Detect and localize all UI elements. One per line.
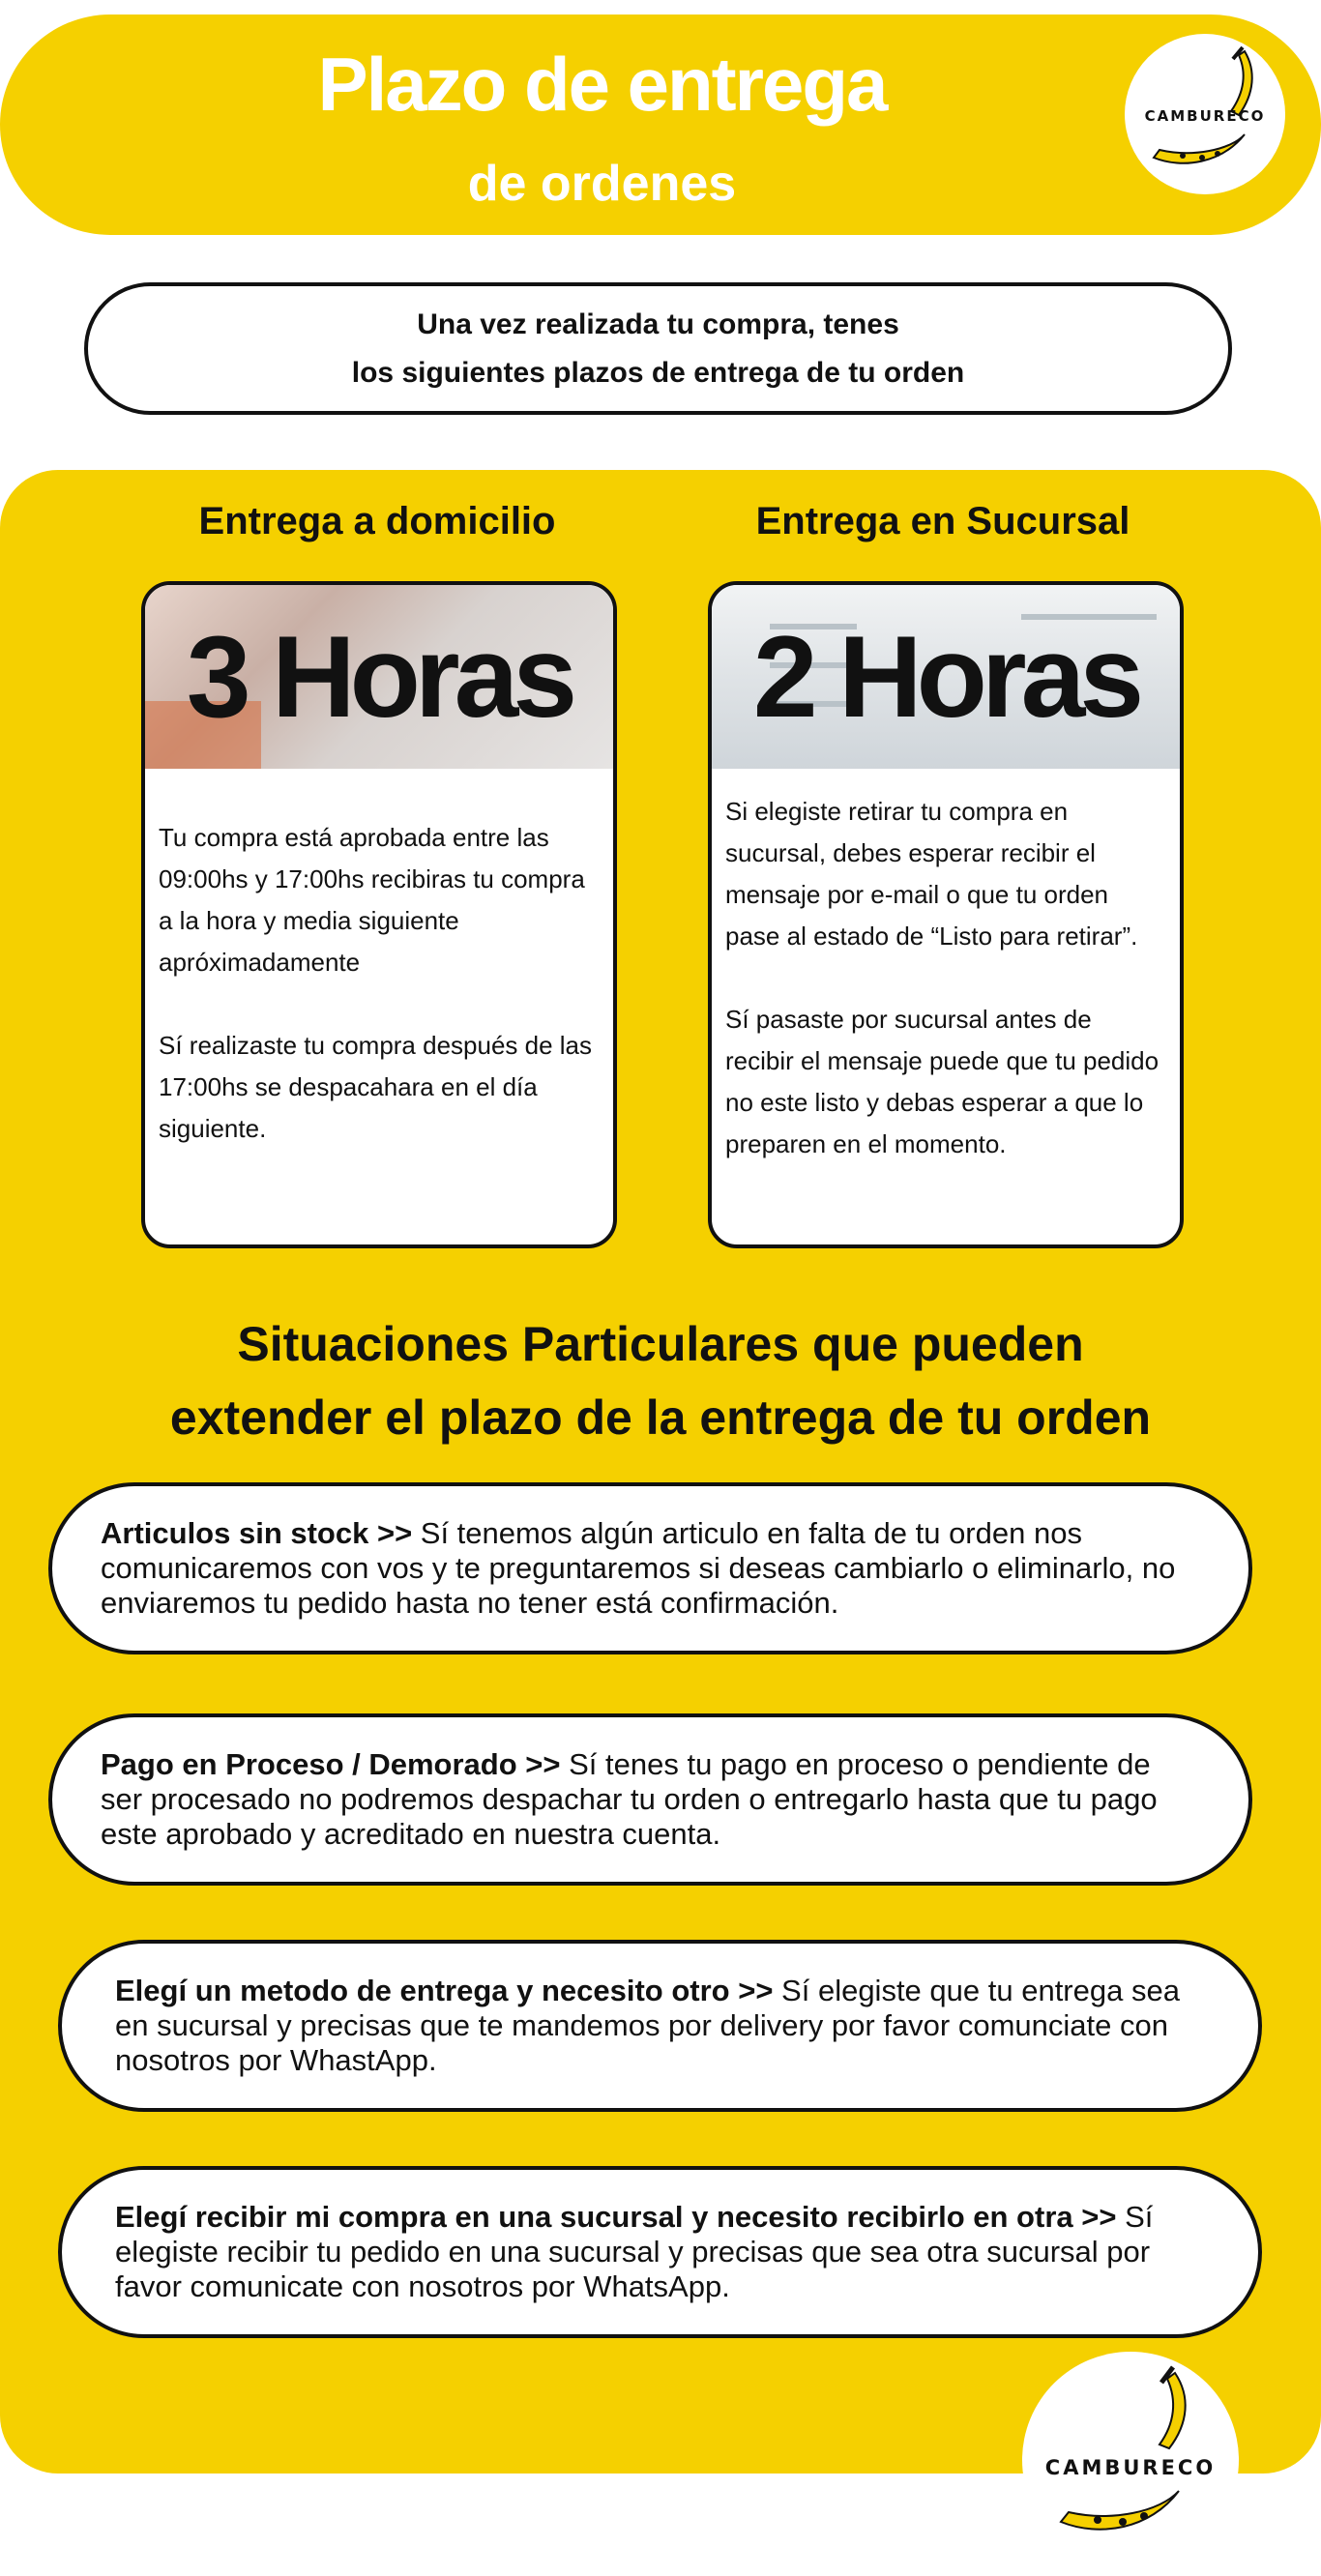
intro-box [84, 282, 1232, 415]
situation-title: Articulos sin stock >> [101, 1516, 413, 1550]
situation-text [62, 1974, 1258, 2078]
home-delivery-description [159, 817, 600, 1191]
situation-body: Sí tenemos algún articulo en falta de tu orden nos comunicaremos con vos y te preguntaremos si deseas cambiarlo o eliminarlo, no enviaremos tu pedido hasta no tener está confirmación. [101, 1516, 1176, 1620]
brand-logo-top [1125, 34, 1285, 194]
home-delivery-time: 3 Horas [186, 612, 572, 742]
situation-body: Sí tenes tu pago en proceso o pendiente de ser procesado no podremos despachar tu orden o entregarlo hasta que tu pago este aprobado y acreditado en nuestra cuenta. [101, 1747, 1158, 1851]
brand-logo-bottom [1022, 2352, 1239, 2568]
store-pickup-paragraph-2: Sí pasaste por sucursal antes de recibir el mensaje puede que tu pedido no este listo y debas esperar a que lo preparen en el momento. [725, 1005, 1160, 1158]
situation-card-no-stock [48, 1482, 1252, 1654]
page-title: Plazo de entrega [317, 42, 887, 127]
situation-body: Sí elegiste recibir tu pedido en una sucursal y precisas que sea otra sucursal por favor comunicate con nosotros por WhatsApp. [115, 2200, 1154, 2303]
situation-title: Pago en Proceso / Demorado >> [101, 1747, 561, 1781]
situations-heading-line-2: extender el plazo de la entrega de tu orden [169, 1390, 1152, 1445]
situation-title: Elegí recibir mi compra en una sucursal y necesito recibirlo en otra >> [115, 2200, 1117, 2234]
situation-title: Elegí un metodo de entrega y necesito otro >> [115, 1974, 774, 2007]
store-pickup-time: 2 Horas [752, 612, 1139, 742]
home-delivery-paragraph-1: Tu compra está aprobada entre las 09:00hs y 17:00hs recibiras tu compra a la hora y media siguiente apróximadamente [159, 823, 585, 977]
situation-card-change-branch [58, 2166, 1262, 2338]
store-pickup-card [708, 581, 1184, 1248]
situation-text [52, 1747, 1248, 1852]
logo-wordmark: CAMBURECO [1044, 2456, 1217, 2479]
situations-heading [39, 1307, 1282, 1454]
situation-text [52, 1516, 1248, 1621]
situation-body: Sí elegiste que tu entrega sea en sucursal y precisas que te mandemos por delivery por favor comunciate con nosotros por WhastApp. [115, 1974, 1180, 2077]
situations-heading-line-1: Situaciones Particulares que pueden [237, 1317, 1084, 1371]
store-pickup-description [725, 791, 1166, 1207]
situation-text [62, 2200, 1258, 2304]
store-pickup-paragraph-1: Si elegiste retirar tu compra en sucursal, debes esperar recibir el mensaje por e-mail o que tu orden pase al estado de “Listo para retirar”. [725, 797, 1138, 951]
situation-card-change-method [58, 1940, 1262, 2112]
logo-wordmark: CAMBURECO [1144, 107, 1266, 125]
home-delivery-paragraph-2: Sí realizaste tu compra después de las 17:00hs se despacahara en el día siguiente. [159, 1031, 593, 1143]
home-delivery-card [141, 581, 617, 1248]
store-pickup-heading: Entrega en Sucursal [755, 500, 1130, 542]
situation-card-payment [48, 1713, 1252, 1886]
intro-line-2: los siguientes plazos de entrega de tu orden [351, 356, 965, 389]
page-subtitle: de ordenes [467, 156, 737, 212]
home-delivery-heading: Entrega a domicilio [198, 500, 556, 542]
intro-line-1: Una vez realizada tu compra, tenes [417, 307, 899, 340]
